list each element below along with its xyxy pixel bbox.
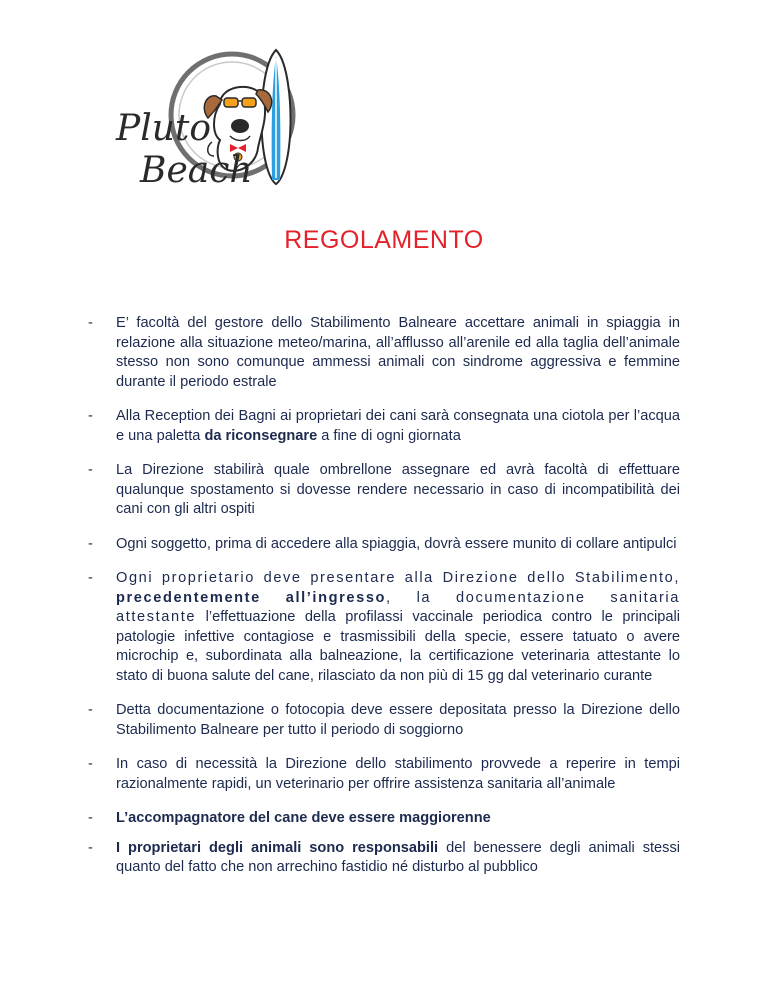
bullet-dash: - (88, 702, 93, 718)
rule-item-2 (88, 407, 680, 446)
bullet-dash: - (88, 570, 93, 586)
rule-bold-text: L’accompagnatore del cane deve essere maggiorenne (116, 810, 491, 826)
pluto-beach-logo (108, 44, 324, 200)
rule-text-after: l’effettuazione della profilassi vaccinale periodica contro le principali patologie infettive contagiose e trasmissibili della specie, essere tatuato o avere microchip e, subordinata alla balneazione, la certificazione veterinaria attestante lo stato di buona salute del cane, rilasciato da non più di 15 gg dal veterinario curante (116, 609, 680, 684)
rule-text: Ogni soggetto, prima di accedere alla spiaggia, dovrà essere munito di collare antipulci (116, 535, 677, 552)
page-title: REGOLAMENTO (284, 226, 484, 254)
bullet-dash: - (88, 535, 93, 552)
bullet-dash: - (88, 810, 93, 826)
rule-item-8 (88, 809, 680, 829)
rule-item-7 (88, 755, 680, 794)
bullet-dash: - (88, 839, 93, 856)
rule-item-5 (88, 569, 680, 686)
surfboard-icon (262, 50, 291, 184)
rule-item-6 (88, 701, 680, 740)
bullet-dash: - (88, 462, 93, 478)
rule-text-after: a fine di ogni giornata (317, 427, 461, 444)
rule-text: Ogni proprietario deve presentare alla Direzione dello Stabilimento, (116, 570, 680, 586)
bullet-dash: - (88, 315, 93, 331)
rule-text-mid: , la documentazione sanitaria attestante (116, 589, 680, 625)
rule-text: Alla Reception dei Bagni ai proprietari dei cani sarà consegnata una ciotola per l’acqua e una paletta (116, 408, 680, 444)
rule-bold-text: precedentemente all’ingresso (116, 589, 387, 606)
rule-item-4 (88, 535, 680, 555)
bullet-dash: - (88, 408, 93, 424)
rule-item-3 (88, 461, 680, 520)
rule-text-after: del benessere degli animali stessi quanto del fatto che non arrechino fastidio né disturbo al pubblico (116, 839, 680, 875)
rule-text: Detta documentazione o fotocopia deve essere depositata presso la Direzione dello Stabilimento Balneare per tutto il periodo di soggiorno (116, 702, 680, 738)
logo-text-pluto: Pluto (116, 108, 212, 149)
rule-text: E’ facoltà del gestore dello Stabilimento Balneare accettare animali in spiaggia in relazione alla situazione meteo/marina, all’afflusso all’arenile ed alla taglia dell’animale stesso non sono comunque ammessi animali con sindrome aggressiva e femmine durante il periodo estrale (116, 315, 680, 390)
bullet-dash: - (88, 756, 93, 772)
rule-text: La Direzione stabilirà quale ombrellone assegnare ed avrà facoltà di effettuare qualunque spostamento si dovesse rendere necessario in caso di incompatibilità dei cani con gli altri ospiti (116, 462, 680, 517)
logo-text-beach: Beach (140, 150, 253, 191)
rule-item-1 (88, 314, 680, 392)
rule-bold-text: I proprietari degli animali sono responsabili (116, 839, 439, 856)
rule-item-9 (88, 839, 680, 878)
rules-list (88, 314, 680, 893)
rule-text: In caso di necessità la Direzione dello stabilimento provvede a reperire in tempi razionalmente rapidi, un veterinario per offrire assistenza sanitaria all’animale (116, 756, 680, 792)
rule-bold-text: da riconsegnare (204, 427, 318, 444)
